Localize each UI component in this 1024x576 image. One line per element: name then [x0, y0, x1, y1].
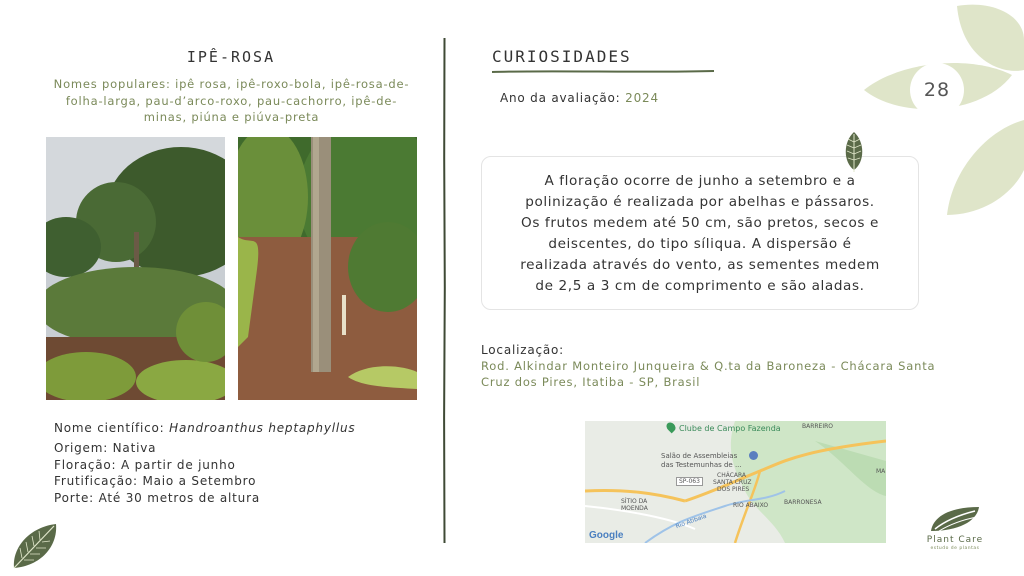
evaluation-year: 2024 — [625, 91, 659, 105]
map-label-rio-abaixo: RIO ABAIXO — [733, 502, 769, 509]
location-map[interactable] — [585, 421, 886, 543]
map-label-salao-1: Salão de Assembleias — [661, 452, 738, 460]
photo-tree-landscape — [46, 137, 225, 400]
leaf-icon — [10, 522, 60, 570]
map-label-club: Clube de Campo Fazenda — [679, 424, 781, 433]
scientific-name: Handroanthus heptaphyllus — [169, 421, 356, 435]
evaluation-year-row — [500, 90, 659, 107]
photo-tree-trunk — [238, 137, 417, 400]
plant-care-logo-icon — [929, 505, 981, 533]
species-title: IPÊ-ROSA — [186, 48, 276, 66]
map-label-sitio-1: SÍTIO DA — [621, 498, 648, 505]
page-number: 28 — [910, 63, 964, 117]
map-label-chacara-3: DOS PIRES — [717, 486, 750, 493]
popular-names-line-2: folha-larga, pau-d’arco-roxo, pau-cachorro, ipê-de- — [65, 93, 398, 108]
brand-tagline: estudo de plantas — [930, 546, 980, 551]
location-label: Localização: — [481, 343, 565, 357]
fruiting: Frutificação: Maio a Setembro — [54, 474, 257, 488]
scientific-name-row — [54, 420, 355, 437]
map-label-chacara-1: CHÁCARA — [717, 472, 747, 479]
flowering: Floração: A partir de junho — [54, 457, 236, 472]
map-label-edge: MA — [876, 468, 886, 475]
curiosity-card — [481, 156, 919, 310]
size: Porte: Até 30 metros de altura — [54, 490, 260, 505]
curiosity-text — [494, 171, 906, 297]
location-line-1: Rod. Alkindar Monteiro Junqueira & Q.ta da Baroneza - Chácara Santa — [481, 359, 936, 373]
heading-underline — [492, 69, 714, 74]
map-label-chacara-2: SANTA CRUZ — [713, 479, 752, 486]
brand-name: Plant Care — [926, 535, 984, 545]
popular-names-line-1: Nomes populares: ipê rosa, ipê-roxo-bola, ipê-rosa-de- — [53, 77, 410, 91]
curiosity-line-2: polinização é realizada por abelhas e pássaros. — [525, 194, 875, 210]
map-label-salao-2: das Testemunhas de ... — [661, 461, 742, 469]
curiosities-heading: CURIOSIDADES — [492, 47, 632, 66]
curiosity-line-4: deiscentes, do tipo síliqua. A dispersão é — [548, 236, 852, 252]
origin: Origem: Nativa — [54, 441, 157, 455]
map-label-river: Rio Atibaia — [674, 512, 708, 531]
vertical-divider — [443, 38, 446, 543]
map-label-barreiro: BARREIRO — [802, 423, 834, 430]
species-facts — [54, 440, 260, 506]
google-logo: Google — [589, 530, 624, 541]
curiosity-line-3: Os frutos medem até 50 cm, são pretos, secos e — [521, 215, 879, 231]
map-label-road: SP-063 — [676, 477, 703, 486]
location-line-2: Cruz dos Pires, Itatiba - SP, Brasil — [481, 375, 701, 389]
map-place-icon — [749, 451, 758, 460]
curiosity-line-1: A floração ocorre de junho a setembro e a — [544, 173, 856, 189]
map-label-barronesa: BARRONESA — [784, 499, 822, 506]
map-label-sitio-2: MOENDA — [621, 505, 648, 512]
evaluation-label: Ano da avaliação: — [500, 91, 626, 105]
curiosity-line-6: de 2,5 a 3 cm de comprimento e são aladas. — [535, 278, 865, 294]
location-address — [481, 358, 935, 390]
popular-names-line-3: minas, piúna e piúva-preta — [143, 110, 320, 124]
small-leaf-icon — [843, 132, 865, 172]
scientific-label: Nome científico: — [54, 421, 170, 435]
popular-names — [30, 76, 433, 126]
curiosity-line-5: realizada através do vento, as sementes medem — [520, 257, 880, 273]
